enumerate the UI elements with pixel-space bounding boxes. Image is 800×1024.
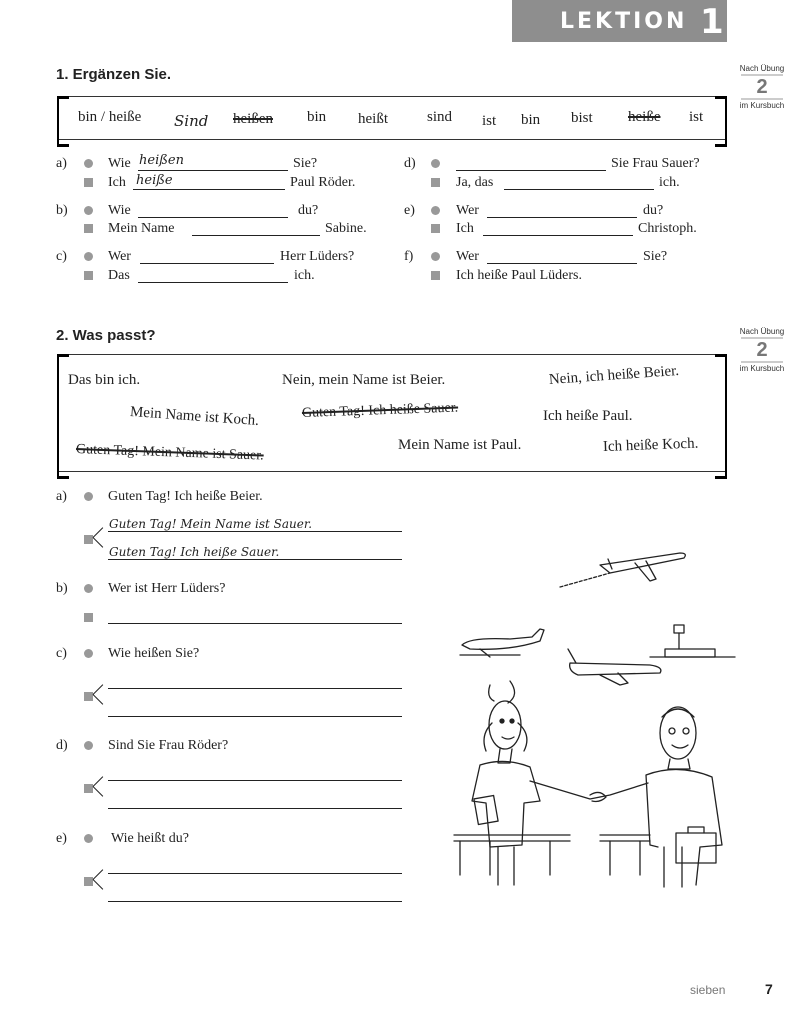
exercise-2-title: 2. Was passt? — [56, 327, 156, 344]
word-bank-item: sind — [427, 109, 453, 125]
word-bank-item: bist — [571, 110, 593, 126]
prompt-text: Ich — [456, 221, 474, 236]
speaker-square-icon — [431, 221, 440, 237]
item-label: c) — [56, 646, 67, 661]
prompt-text: Sie? — [293, 156, 318, 171]
prompt-text: Wer ist Herr Lüders? — [108, 581, 226, 596]
item-label: c) — [56, 249, 67, 264]
phrase-bank-item-crossed: Guten Tag! Ich heiße Sauer. — [301, 400, 459, 421]
answer-blank[interactable] — [192, 235, 320, 236]
side-ref-top: Nach Übung — [739, 64, 785, 73]
man-figure — [600, 707, 722, 887]
prompt-text: du? — [643, 203, 664, 218]
airport-handshake-illustration — [450, 545, 740, 895]
prompt-text: ich. — [659, 175, 680, 190]
handwritten-answer: heißen — [139, 153, 184, 168]
side-ref-bottom: im Kursbuch — [739, 364, 785, 373]
control-tower-icon — [650, 625, 735, 657]
page-word: sieben — [690, 983, 726, 997]
prompt-text: Wer — [456, 249, 479, 264]
speaker-square-icon — [84, 221, 93, 237]
phrase-bank-item: Ich heiße Paul. — [543, 408, 633, 424]
answer-blank[interactable] — [483, 235, 633, 236]
parked-plane-left-icon — [460, 629, 544, 657]
prompt-text: Wie heißen Sie? — [108, 646, 200, 661]
side-ref-top: Nach Übung — [739, 327, 785, 336]
prompt-text: Sabine. — [325, 221, 367, 236]
prompt-text: Ich heiße Paul Lüders. — [456, 268, 582, 283]
speaker-square-icon — [84, 268, 93, 284]
side-reference-2 — [737, 327, 787, 373]
answer-line[interactable] — [108, 716, 402, 717]
prompt-text: Wer — [456, 203, 479, 218]
phrase-bank-item: Nein, ich heiße Beier. — [548, 362, 680, 388]
word-bank-item: heißt — [358, 111, 388, 127]
speaker-circle-icon — [431, 156, 440, 172]
answer-blank[interactable] — [504, 189, 654, 190]
handwritten-answer: Guten Tag! Mein Name ist Sauer. — [109, 517, 313, 531]
item-label: f) — [404, 249, 414, 264]
item-label: d) — [56, 738, 68, 753]
speaker-square-icon — [431, 268, 440, 284]
answer-line[interactable] — [108, 559, 402, 560]
prompt-text: Sie? — [643, 249, 668, 264]
speaker-square-icon — [84, 781, 93, 797]
prompt-text: Mein Name — [108, 221, 175, 236]
prompt-text: ich. — [294, 268, 315, 283]
speaker-circle-icon — [84, 646, 93, 662]
answer-line[interactable] — [108, 901, 402, 902]
word-bank-box — [57, 96, 726, 140]
bracket-line — [93, 879, 104, 890]
answer-blank[interactable] — [487, 263, 637, 264]
prompt-text: Das — [108, 268, 130, 283]
speaker-square-icon — [84, 610, 93, 626]
exercise-1-title: 1. Ergänzen Sie. — [56, 66, 172, 83]
answer-line[interactable] — [108, 808, 402, 809]
word-bank-item: bin — [521, 112, 541, 128]
side-ref-number: 2 — [741, 74, 783, 100]
handwritten-answer: Guten Tag! Ich heiße Sauer. — [109, 545, 280, 559]
prompt-text: Wie — [108, 156, 131, 171]
bracket-line — [93, 537, 104, 548]
prompt-text: Wie — [108, 203, 131, 218]
answer-blank[interactable] — [138, 217, 288, 218]
phrase-bank-item-crossed: Guten Tag! Mein Name ist Sauer. — [75, 442, 264, 464]
answer-blank[interactable] — [138, 282, 288, 283]
word-bank-item: bin — [307, 109, 327, 125]
prompt-text: du? — [298, 203, 319, 218]
item-label: a) — [56, 156, 67, 171]
prompt-text: Ja, das — [456, 175, 494, 190]
prompt-text: Guten Tag! Ich heiße Beier. — [108, 489, 263, 504]
speaker-circle-icon — [431, 249, 440, 265]
handwritten-answer: heiße — [136, 173, 173, 188]
item-label: e) — [404, 203, 415, 218]
prompt-text: Wer — [108, 249, 131, 264]
word-bank-item: ist — [482, 113, 497, 129]
prompt-text: Herr Lüders? — [280, 249, 355, 264]
speaker-circle-icon — [84, 249, 93, 265]
item-label: b) — [56, 581, 68, 596]
lektion-label: LEKTION — [560, 9, 688, 34]
answer-line[interactable] — [108, 531, 402, 532]
word-bank-item: ist — [689, 109, 704, 125]
answer-line[interactable] — [108, 623, 402, 624]
bracket-line — [93, 786, 104, 797]
answer-line[interactable] — [108, 873, 402, 874]
speaker-circle-icon — [84, 831, 93, 847]
item-label: a) — [56, 489, 67, 504]
answer-blank[interactable] — [487, 217, 637, 218]
speaker-square-icon — [84, 175, 93, 191]
speaker-square-icon — [84, 532, 93, 548]
bracket-line — [93, 527, 104, 538]
prompt-text: Paul Röder. — [290, 175, 356, 190]
phrase-bank-item: Das bin ich. — [68, 372, 141, 388]
item-label: e) — [56, 831, 67, 846]
answer-blank[interactable] — [138, 170, 288, 171]
bracket-line — [93, 776, 104, 787]
word-bank-item-crossed: heiße — [628, 109, 661, 125]
speaker-circle-icon — [84, 203, 93, 219]
prompt-text: Christoph. — [638, 221, 697, 236]
lektion-number: 1 — [700, 2, 724, 42]
item-label: b) — [56, 203, 68, 218]
speaker-square-icon — [431, 175, 440, 191]
phrase-bank-item: Nein, mein Name ist Beier. — [282, 372, 446, 388]
answer-line[interactable] — [108, 780, 402, 781]
phrase-bank-item: Mein Name ist Koch. — [129, 404, 260, 429]
speaker-circle-icon — [84, 156, 93, 172]
prompt-text: Wie heißt du? — [111, 831, 189, 846]
speaker-circle-icon — [84, 581, 93, 597]
page-number: 7 — [765, 981, 773, 997]
prompt-text: Ich — [108, 175, 126, 190]
prompt-text: Sie Frau Sauer? — [611, 156, 700, 171]
woman-figure — [472, 681, 600, 885]
speaker-circle-icon — [84, 738, 93, 754]
phrase-bank-item: Mein Name ist Paul. — [398, 437, 522, 453]
side-ref-number: 2 — [741, 337, 783, 363]
bracket-line — [93, 684, 104, 695]
answer-blank[interactable] — [456, 170, 606, 171]
item-label: d) — [404, 156, 416, 171]
plane-taxiing-icon — [568, 649, 661, 685]
speaker-square-icon — [84, 689, 93, 705]
side-ref-bottom: im Kursbuch — [739, 101, 785, 110]
plane-flying-icon — [560, 553, 685, 587]
phrase-bank-item: Ich heiße Koch. — [602, 435, 699, 455]
bracket-line — [93, 694, 104, 705]
answer-blank[interactable] — [133, 189, 285, 190]
answer-blank[interactable] — [140, 263, 274, 264]
answer-line[interactable] — [108, 688, 402, 689]
word-bank-item: Sind — [174, 112, 209, 130]
speaker-circle-icon — [431, 203, 440, 219]
bracket-line — [93, 869, 104, 880]
word-bank-item-crossed: heißen — [233, 111, 273, 127]
speaker-circle-icon — [84, 489, 93, 505]
word-bank-item: bin / heiße — [78, 109, 142, 125]
railing — [454, 835, 650, 875]
prompt-text: Sind Sie Frau Röder? — [108, 738, 229, 753]
speaker-square-icon — [84, 874, 93, 890]
side-reference-1 — [737, 64, 787, 110]
